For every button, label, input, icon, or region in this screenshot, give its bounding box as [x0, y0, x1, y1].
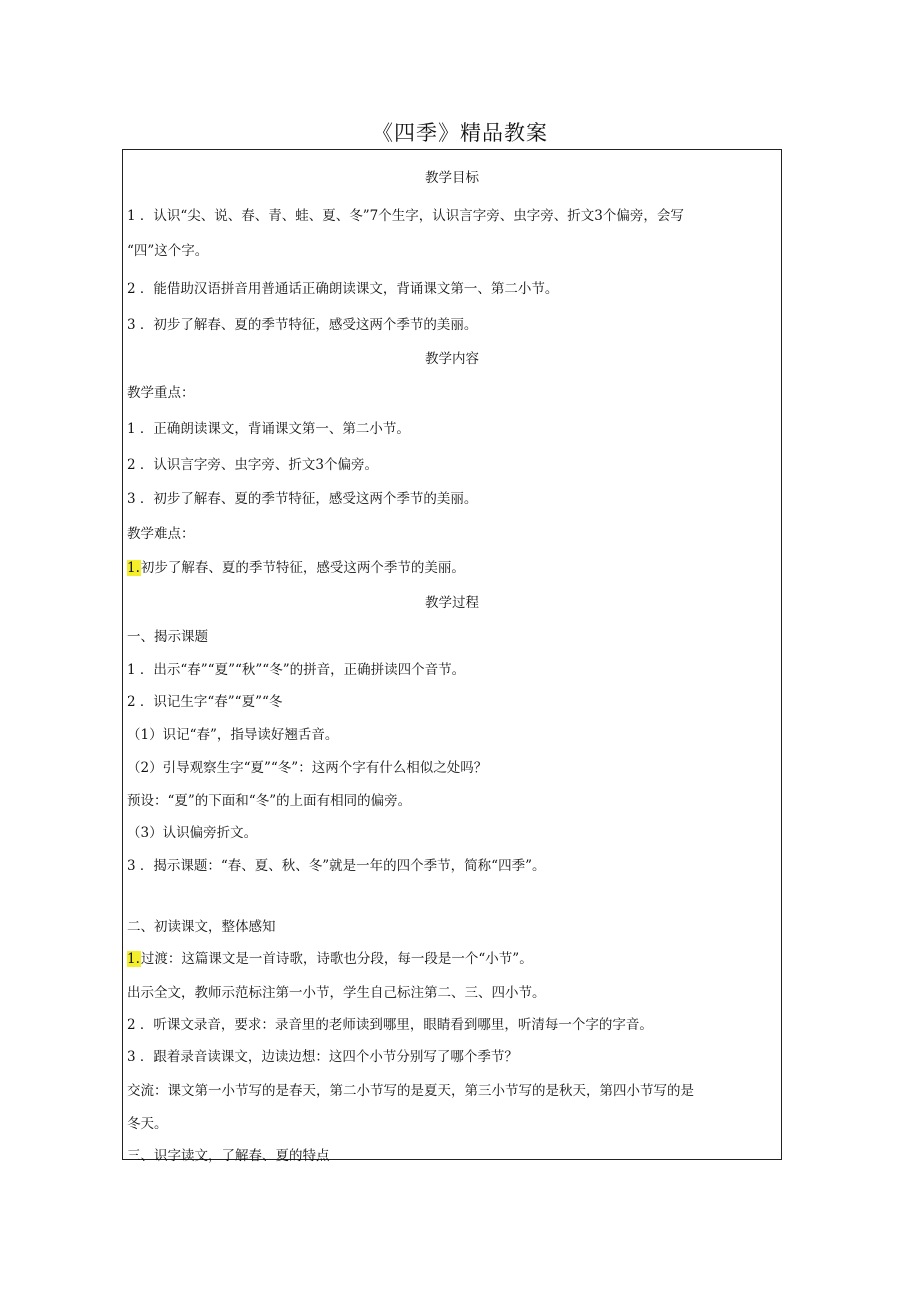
difficulty-text: 初步了解春、夏的季节特征，感受这两个季节的美丽。 [140, 560, 465, 576]
section-heading-content: 教学内容 [425, 351, 479, 367]
process-heading-2: 二、初读课文，整体感知 [127, 919, 276, 935]
reading-step-1-cont: 出示全文，教师示范标注第一小节，学生自己标注第二、三、四小节。 [127, 985, 546, 1001]
process-heading-1: 一、揭示课题 [127, 629, 208, 645]
reading-step-1-text: 过渡：这篇课文是一首诗歌，诗歌也分段，每一段是一个“小节”。 [140, 951, 533, 967]
key-point-2: 2 ．认识言字旁、虫字旁、折文3个偏旁。 [127, 457, 378, 473]
goal-item-1: 1 ．认识“尖、说、春、青、蛙、夏、冬”7个生字，认识言字旁、虫字旁、折文3个偏旁，会写 [127, 208, 684, 224]
process-heading-3: 三、识字读文，了解春、夏的特点 [127, 1148, 330, 1164]
reading-step-3a: 交流：课文第一小节写的是春天，第二小节写的是夏天，第三小节写的是秋天，第四小节写的是 [127, 1083, 694, 1099]
goal-item-2: 2 ．能借助汉语拼音用普通话正确朗读课文，背诵课文第一、第二小节。 [127, 281, 559, 297]
lesson-table [122, 149, 782, 1164]
reading-step-3: 3 ．跟着录音读课文，边读边想：这四个小节分别写了哪个季节？ [127, 1049, 518, 1065]
process-step-1: 1 ．出示“春”“夏”“秋”“冬”的拼音，正确拼读四个音节。 [127, 662, 466, 678]
process-step-2d: （3）认识偏旁折文。 [127, 825, 258, 841]
process-step-2c: 预设：“夏”的下面和“冬”的上面有相同的偏旁。 [127, 793, 412, 809]
highlight-marker: 1. [127, 951, 140, 967]
process-step-2b: （2）引导观察生字“夏”“冬”：这两个字有什么相似之处吗？ [127, 760, 488, 776]
document-title: 《四季》精品教案 [372, 121, 548, 145]
reading-step-3b: 冬天。 [127, 1116, 168, 1132]
section-heading-goals: 教学目标 [425, 170, 479, 186]
goal-item-1-cont: “四”这个字。 [127, 243, 209, 259]
process-step-2: 2 ．识记生字“春”“夏”“冬 [127, 694, 283, 710]
difficulty-heading: 教学难点： [127, 526, 195, 542]
goal-item-3: 3 ．初步了解春、夏的季节特征，感受这两个季节的美丽。 [127, 317, 478, 333]
key-point-3: 3 ．初步了解春、夏的季节特征，感受这两个季节的美丽。 [127, 491, 478, 507]
reading-step-2: 2 ．听课文录音，要求：录音里的老师读到哪里，眼睛看到哪里，听清每一个字的字音。 [127, 1017, 653, 1033]
difficulty-item-1 [127, 556, 777, 576]
section-heading-process: 教学过程 [425, 595, 479, 611]
reading-step-1 [127, 947, 777, 967]
highlight-marker: 1. [127, 560, 140, 576]
key-point-1: 1 ．正确朗读课文，背诵课文第一、第二小节。 [127, 421, 410, 437]
process-step-2a: （1）识记“春”，指导读好翘舌音。 [127, 727, 339, 743]
key-points-heading: 教学重点： [127, 385, 195, 401]
process-step-3: 3 ．揭示课题：“春、夏、秋、冬”就是一年的四个季节，简称“四季”。 [127, 858, 546, 874]
